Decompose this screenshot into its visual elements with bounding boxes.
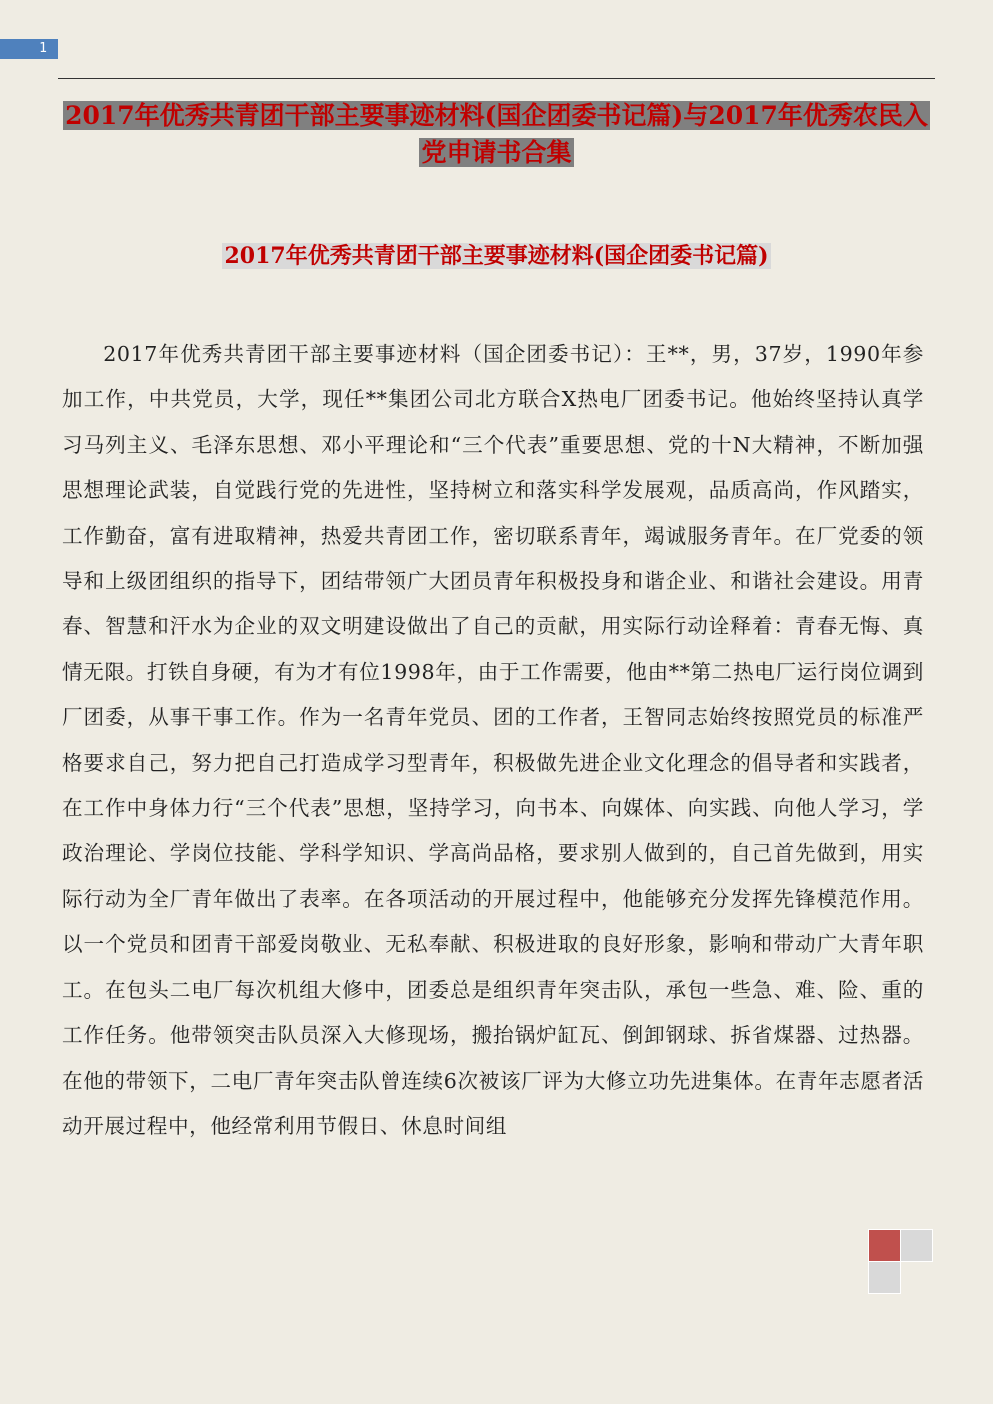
corner-decoration-gray	[900, 1229, 933, 1262]
header-divider	[58, 78, 935, 79]
document-main-title	[62, 97, 931, 171]
main-title-text: 2017年优秀共青团干部主要事迹材料(国企团委书记篇)与2017年优秀农民入党申请书合集	[65, 101, 928, 167]
section-title-text: 2017年优秀共青团干部主要事迹材料(国企团委书记篇)	[224, 243, 769, 269]
page-number: 1	[39, 41, 47, 56]
body-paragraph: 2017年优秀共青团干部主要事迹材料（国企团委书记）：王**，男，37岁，1990年参加工作，中共党员，大学，现任**集团公司北方联合X热电厂团委书记。他始终坚持认真学习马列主义、毛泽东思想、邓小平理论和“三个代表”重要思想、党的十N大精神，不断加强思想理论武装，自觉践行党的先进性，坚持树立和落实科学发展观，品质高尚，作风踏实，工作勤奋，富有进取精神，热爱共青团工作，密切联系青年，竭诚服务青年。在厂党委的领导和上级团组织的指导下，团结带领广大团员青年积极投身和谐企业、和谐社会建设。用青春、智慧和汗水为企业的双文明建设做出了自己的贡献，用实际行动诠释着：青春无悔、真情无限。打铁自身硬，有为才有位1998年，由于工作需要，他由**第二热电厂运行岗位调到厂团委，从事干事工作。作为一名青年党员、团的工作者，王智同志始终按照党员的标准严格要求自己，努力把自己打造成学习型青年，积极做先进企业文化理念的倡导者和实践者，在工作中身体力行“三个代表”思想，坚持学习，向书本、向媒体、向实践、向他人学习，学政治理论、学岗位技能、学科学知识、学高尚品格，要求别人做到的，自己首先做到，用实际行动为全厂青年做出了表率。在各项活动的开展过程中，他能够充分发挥先锋模范作用。以一个党员和团青干部爱岗敬业、无私奉献、积极进取的良好形象，影响和带动广大青年职工。在包头二电厂每次机组大修中，团委总是组织青年突击队，承包一些急、难、险、重的工作任务。他带领突击队员深入大修现场，搬抬锅炉缸瓦、倒卸钢球、拆省煤器、过热器。在他的带领下，二电厂青年突击队曾连续6次被该厂评为大修立功先进集体。在青年志愿者活动开展过程中，他经常利用节假日、休息时间组	[62, 342, 924, 1138]
document-section-title	[62, 240, 931, 272]
corner-decoration-red	[868, 1229, 901, 1262]
corner-decoration-gray	[868, 1261, 901, 1294]
